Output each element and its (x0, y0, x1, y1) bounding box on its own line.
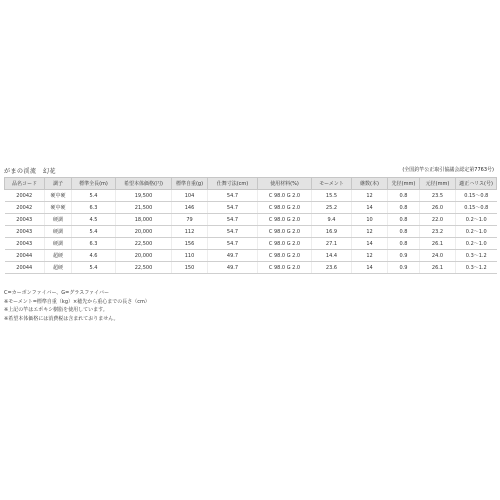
table-cell: 硬調 (45, 214, 72, 226)
table-cell: 49.7 (208, 250, 258, 262)
table-cell: 超硬 (45, 250, 72, 262)
table-cell: 14 (352, 202, 388, 214)
table-cell: 0.8 (388, 226, 420, 238)
table-cell: 20042 (5, 190, 45, 202)
table-cell: 硬中硬 (45, 202, 72, 214)
table-cell: 22,500 (116, 262, 172, 274)
table-cell: 26.0 (420, 202, 456, 214)
table-cell: 6.3 (72, 238, 116, 250)
column-header: モーメント (312, 178, 352, 190)
column-header: 品名コード (5, 178, 45, 190)
table-cell: 0.8 (388, 214, 420, 226)
table-cell: 硬中硬 (45, 190, 72, 202)
table-row (5, 262, 497, 274)
note-epoxy: ※上記の竿はエポキシ樹脂を使用しています。 (4, 307, 108, 313)
table-cell: 104 (172, 190, 208, 202)
table-row (5, 214, 497, 226)
table-cell: 21,500 (116, 202, 172, 214)
table-cell: 6.3 (72, 202, 116, 214)
table-cell: 超硬 (45, 262, 72, 274)
table-cell: 54.7 (208, 226, 258, 238)
table-cell: 14 (352, 238, 388, 250)
table-cell: 146 (172, 202, 208, 214)
table-cell: 0.3〜1.2 (456, 262, 497, 274)
table-cell: C 98.0 G 2.0 (258, 226, 312, 238)
note-moment: ※モーメント=標準自重（kg）×穂先から重心までの長さ（cm） (4, 298, 150, 305)
table-cell: 79 (172, 214, 208, 226)
certification-note: (全国釣竿公正取引協議会認定第7763号) (402, 167, 494, 173)
table-cell: 54.7 (208, 214, 258, 226)
table-cell: 0.8 (388, 190, 420, 202)
column-header: 調子 (45, 178, 72, 190)
table-cell: 20044 (5, 262, 45, 274)
column-header: 仕舞寸法(cm) (208, 178, 258, 190)
table-cell: 156 (172, 238, 208, 250)
table-cell: 0.3〜1.2 (456, 250, 497, 262)
table-cell: 20044 (5, 250, 45, 262)
table-row (5, 190, 497, 202)
column-header: 使用材料(%) (258, 178, 312, 190)
table-row (5, 226, 497, 238)
column-header: 継数(本) (352, 178, 388, 190)
table-cell: 0.8 (388, 238, 420, 250)
table-cell: 112 (172, 226, 208, 238)
table-cell: 23.5 (420, 190, 456, 202)
table-cell: 18,000 (116, 214, 172, 226)
table-cell: 27.1 (312, 238, 352, 250)
table-cell: 22,500 (116, 238, 172, 250)
table-cell: 0.15〜0.8 (456, 190, 497, 202)
table-row (5, 202, 497, 214)
table-cell: 20,000 (116, 250, 172, 262)
table-cell: C 98.0 G 2.0 (258, 202, 312, 214)
table-cell: 0.2〜1.0 (456, 238, 497, 250)
table-cell: 20043 (5, 238, 45, 250)
table-cell: 23.2 (420, 226, 456, 238)
table-cell: 23.6 (312, 262, 352, 274)
column-header: 元径(mm) (420, 178, 456, 190)
column-header: 先径(mm) (388, 178, 420, 190)
table-cell: 0.9 (388, 262, 420, 274)
table-cell: C 98.0 G 2.0 (258, 238, 312, 250)
table-cell: 硬調 (45, 238, 72, 250)
table-cell: 54.7 (208, 190, 258, 202)
table-cell: 硬調 (45, 226, 72, 238)
table-cell: C 98.0 G 2.0 (258, 262, 312, 274)
table-cell: 22.0 (420, 214, 456, 226)
table-cell: C 98.0 G 2.0 (258, 190, 312, 202)
table-cell: 15.5 (312, 190, 352, 202)
table-cell: 26.1 (420, 262, 456, 274)
table-cell: 12 (352, 226, 388, 238)
table-cell: 14.4 (312, 250, 352, 262)
table-cell: 9.4 (312, 214, 352, 226)
table-cell: 19,500 (116, 190, 172, 202)
table-cell: C 98.0 G 2.0 (258, 250, 312, 262)
table-cell: 20,000 (116, 226, 172, 238)
column-header: 適正ハリス(号) (456, 178, 497, 190)
table-cell: 0.9 (388, 250, 420, 262)
table-cell: 54.7 (208, 202, 258, 214)
column-header: 標準自重(g) (172, 178, 208, 190)
table-cell: 20043 (5, 214, 45, 226)
table-cell: 0.8 (388, 202, 420, 214)
table-cell: 24.0 (420, 250, 456, 262)
table-cell: 10 (352, 214, 388, 226)
table-header-row (5, 178, 497, 190)
table-cell: 4.5 (72, 214, 116, 226)
table-cell: 150 (172, 262, 208, 274)
table-row (5, 250, 497, 262)
table-cell: C 98.0 G 2.0 (258, 214, 312, 226)
table-cell: 16.9 (312, 226, 352, 238)
table-body (5, 190, 497, 274)
table-cell: 5.4 (72, 226, 116, 238)
table-cell: 20043 (5, 226, 45, 238)
table-cell: 110 (172, 250, 208, 262)
document-title: がまの渓流 幻花 (4, 168, 57, 175)
note-tax: ※希望本体価格には消費税は含まれておりません。 (4, 315, 119, 322)
column-header: 希望本体価格(円) (116, 178, 172, 190)
table-cell: 12 (352, 250, 388, 262)
table-cell: 14 (352, 262, 388, 274)
column-header: 標準全長(m) (72, 178, 116, 190)
notes (4, 289, 150, 323)
table-cell: 25.2 (312, 202, 352, 214)
table-cell: 0.2〜1.0 (456, 214, 497, 226)
table-cell: 54.7 (208, 238, 258, 250)
table-cell: 26.1 (420, 238, 456, 250)
note-material-legend: C=カーボンファイバー、G=グラスファイバー (4, 290, 109, 296)
table-row (5, 238, 497, 250)
table-cell: 12 (352, 190, 388, 202)
table-cell: 0.15〜0.8 (456, 202, 497, 214)
table-cell: 5.4 (72, 190, 116, 202)
table-cell: 5.4 (72, 262, 116, 274)
table-cell: 4.6 (72, 250, 116, 262)
table-cell: 0.2〜1.0 (456, 226, 497, 238)
table-cell: 20042 (5, 202, 45, 214)
spec-table (4, 177, 497, 274)
table-cell: 49.7 (208, 262, 258, 274)
